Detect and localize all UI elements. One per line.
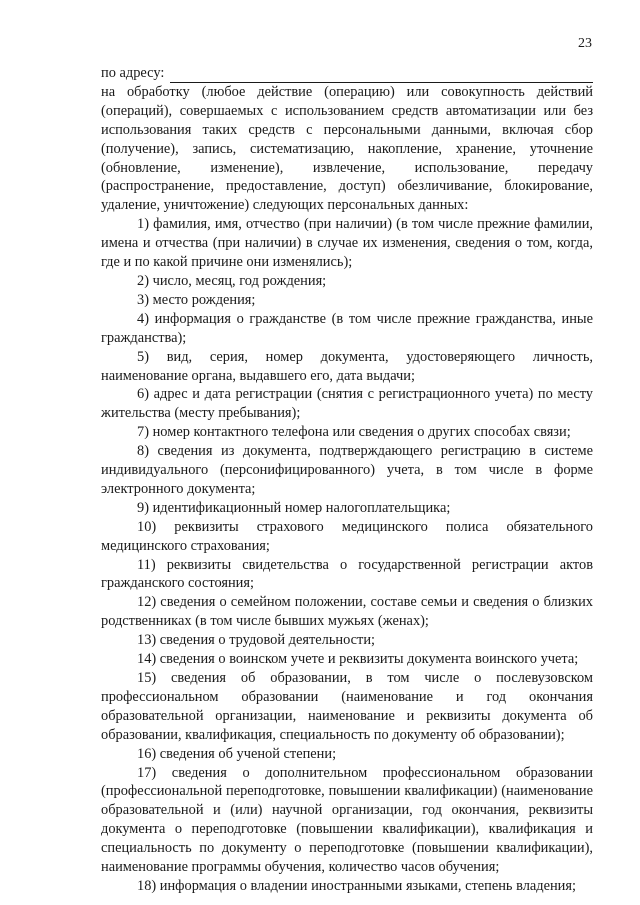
- address-blank-field: [170, 69, 593, 83]
- address-label: по адресу:: [101, 65, 165, 81]
- list-item: 7) номер контактного телефона или сведения о других способах связи;: [137, 424, 571, 441]
- list-item: 3) место рождения;: [137, 291, 256, 308]
- list-item: 5) вид, серия, номер документа, удостоверяющего личность, наименование органа, выдавшего его, дата выдачи;: [101, 348, 593, 384]
- document-body: [101, 64, 593, 896]
- list-item: 2) число, месяц, год рождения;: [137, 272, 327, 289]
- list-item: 9) идентификационный номер налогоплательщика;: [137, 499, 451, 516]
- list-item: 18) информация о владении иностранными языками, степень владения;: [137, 877, 576, 894]
- list-item: 1) фамилия, имя, отчество (при наличии) (в том числе прежние фамилии, имена и отчества (при наличии) в случае их изменения, сведения о том, когда, где и по какой причине они изменялись);: [101, 216, 593, 271]
- page-number: 23: [578, 36, 592, 51]
- list-item: 13) сведения о трудовой деятельности;: [137, 632, 376, 649]
- list-item: 11) реквизиты свидетельства о государственной регистрации актов гражданского состояния;: [101, 556, 593, 592]
- list-item: 8) сведения из документа, подтверждающего регистрацию в системе индивидуального (персонифицированного) учета, в том числе в форме электронного документа;: [101, 443, 593, 497]
- list-item: 10) реквизиты страхового медицинского полиса обязательного медицинского страхования;: [101, 518, 593, 554]
- list-item: 6) адрес и дата регистрации (снятия с регистрационного учета) по месту жительства (месту пребывания);: [101, 386, 593, 422]
- list-item: 16) сведения об ученой степени;: [137, 745, 337, 762]
- list-item: 12) сведения о семейном положении, составе семьи и сведения о близких родственниках (в том числе бывших мужьях (женах);: [101, 594, 593, 630]
- address-line: [101, 64, 593, 83]
- list-item: 17) сведения о дополнительном профессиональном образовании (профессиональной переподготовке, повышении квалификации) (наименование образовательной и (или) научной организации, год окончания, реквизиты документа о переподготовке (повышении квалификации), квалификация и специальность по документу о переподготовке (повышении квалификации), наименование программы обучения, количество часов обучения;: [101, 764, 593, 876]
- intro-paragraph: на обработку (любое действие (операцию) или совокупность действий (операций), совершаемых с использованием средств автоматизации или без использования таких средств с персональными данными, включая сбор (получение), запись, систематизацию, накопление, хранение, уточнение (обновление, изменение), извлечение, использование, передачу (распространение, предоставление, доступ) обезличивание, блокирование, удаление, уничтожение) следующих персональных данных:: [101, 83, 593, 214]
- personal-data-list: [101, 215, 593, 896]
- list-item: 14) сведения о воинском учете и реквизиты документа воинского учета;: [137, 651, 579, 668]
- list-item: 15) сведения об образовании, в том числе о послевузовском профессиональном образовании (наименование и год окончания образовательной организации, наименование и реквизиты документа об образовании, квалификация, специальность по документу об образовании);: [101, 670, 593, 743]
- list-item: 4) информация о гражданстве (в том числе прежние гражданства, иные гражданства);: [101, 310, 593, 346]
